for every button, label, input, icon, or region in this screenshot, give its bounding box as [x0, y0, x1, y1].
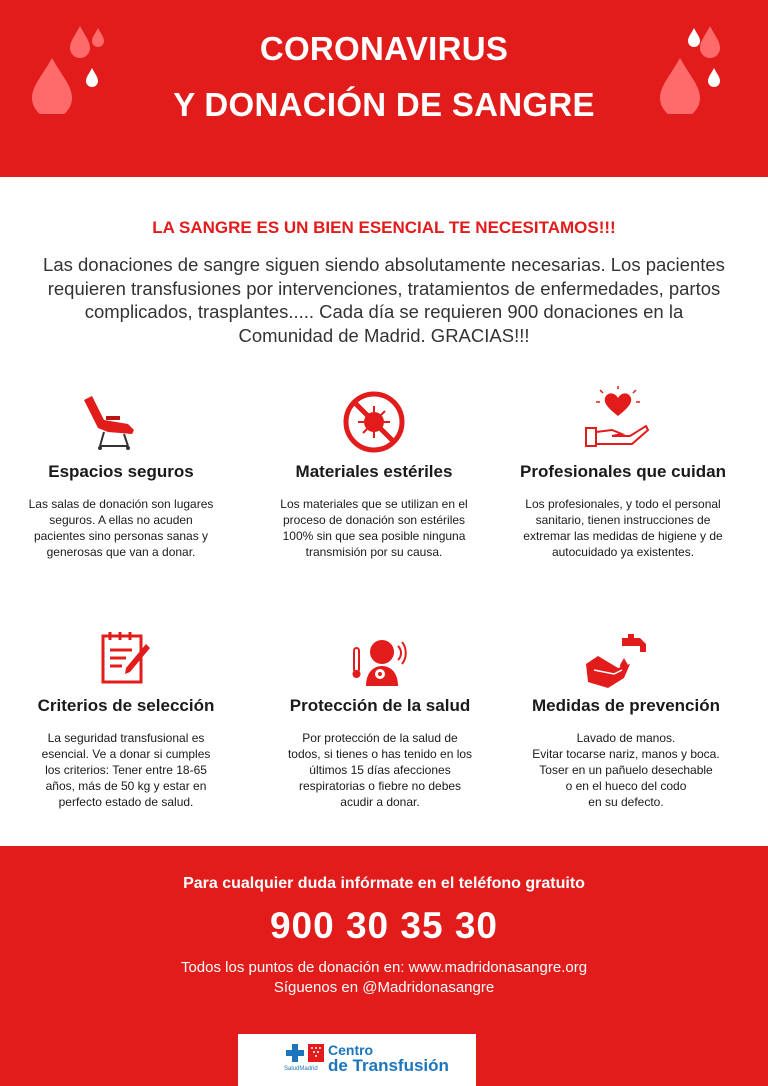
intro-paragraph: Las donaciones de sangre siguen siendo absolutamente necesarias. Los pacientes requieren transfusiones por intervenciones, tratamientos de enfermedades, partos complicados, trasplantes..... Cada día se requieren 900 donaciones en la Comunidad de Madrid. GRACIAS!!!: [43, 254, 725, 346]
sick-person-icon: [350, 636, 408, 686]
feature-card: [6, 696, 246, 810]
feature-text: Las salas de donación son lugares seguros. A ellas no acuden pacientes sino personas sanas y generosas que van a donar.: [28, 497, 214, 559]
hand-heart-icon: [582, 386, 654, 452]
salud-madrid-logo-icon: [284, 1042, 326, 1066]
intro-tagline: LA SANGRE ES UN BIEN ESENCIAL TE NECESITAMOS!!!: [152, 218, 616, 237]
footer-website-text[interactable]: Todos los puntos de donación en: www.madridonasangre.org: [180, 959, 588, 976]
no-virus-icon: [340, 390, 408, 454]
checklist-icon: [98, 630, 152, 686]
feature-title: Materiales estériles: [295, 462, 453, 481]
feature-text: Lavado de manos. Evitar tocarse nariz, manos y boca. Toser en un pañuelo desechable o en el hueco del codo en su defecto.: [532, 731, 720, 809]
feature-title: Protección de la salud: [289, 696, 471, 715]
feature-text: Los profesionales, y todo el personal sanitario, tienen instrucciones de extremar las medidas de higiene y de autocuidado ya existentes.: [523, 497, 723, 559]
feature-card: [254, 462, 494, 560]
feature-card: [506, 696, 746, 810]
phone-number[interactable]: 900 30 35 30: [269, 905, 499, 946]
logo-text-line1: Centro: [328, 1042, 374, 1058]
hand-washing-icon: [584, 634, 650, 692]
logo-text-line2: de Transfusión: [328, 1056, 449, 1075]
feature-card: [1, 462, 241, 560]
feature-title: Espacios seguros: [48, 462, 194, 481]
footer-info-text: Para cualquier duda infórmate en el teléfono gratuito: [183, 875, 585, 892]
logo-small-text: SaludMadrid: [284, 1066, 318, 1072]
feature-card: [503, 462, 743, 560]
page-title-line2: Y DONACIÓN DE SANGRE: [173, 86, 595, 123]
page-title-line1: CORONAVIRUS: [259, 30, 509, 67]
footer-social-text[interactable]: Síguenos en @Madridonasangre: [273, 979, 495, 996]
feature-title: Medidas de prevención: [532, 696, 720, 715]
donation-chair-icon: [78, 390, 142, 452]
feature-title: Criterios de selección: [37, 696, 215, 715]
feature-text: Los materiales que se utilizan en el proceso de donación son estériles 100% sin que sea posible ninguna transmisión por su causa.: [280, 497, 468, 559]
feature-title: Profesionales que cuidan: [520, 462, 726, 481]
feature-text: La seguridad transfusional es esencial. Ve a donar si cumples los criterios: Tener entre 18-65 años, más de 50 kg y estar en perfecto estado de salud.: [41, 731, 211, 809]
feature-card: [260, 696, 500, 810]
feature-text: Por protección de la salud de todos, si tienes o has tenido en los últimos 15 días afecciones respiratorias o fiebre no debes acudir a donar.: [287, 731, 473, 809]
